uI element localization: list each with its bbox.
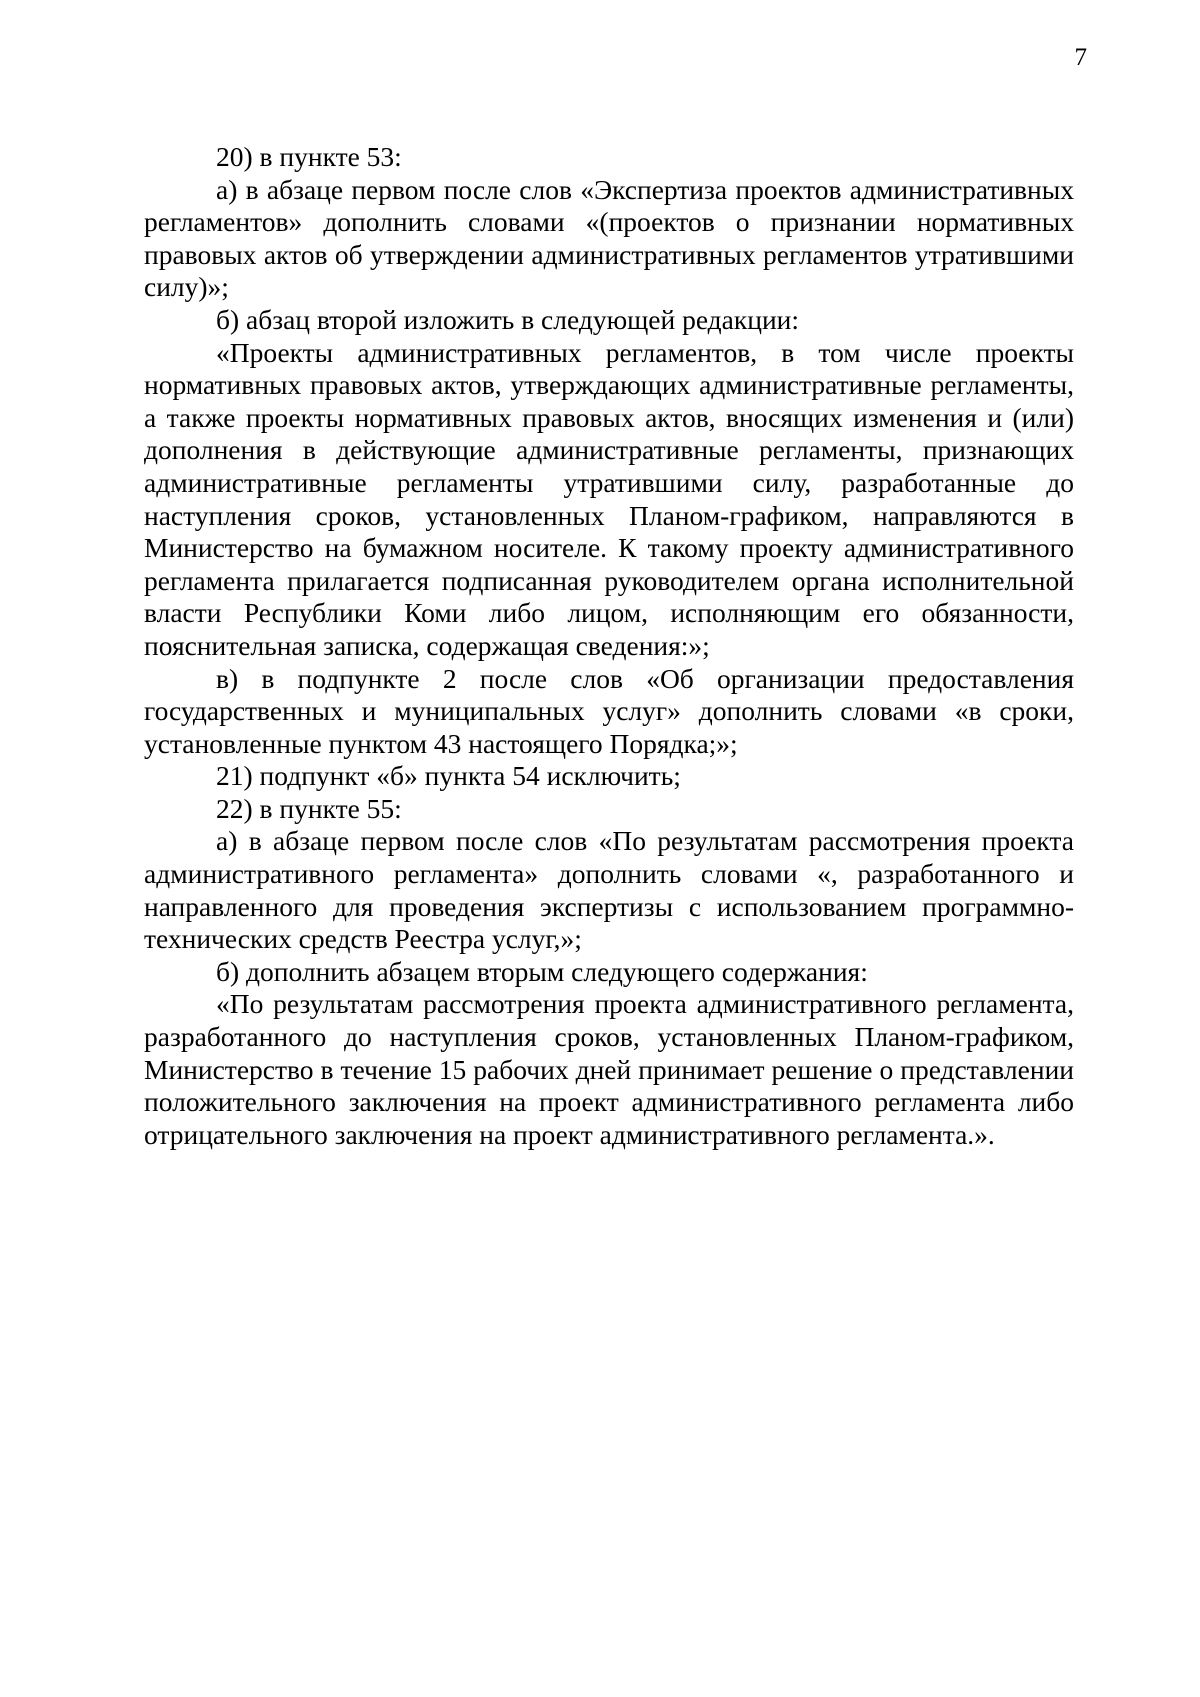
paragraph-item-22: 22) в пункте 55:: [216, 792, 402, 824]
paragraph-subitem-22b: б) дополнить абзацем вторым следующего содержания:: [216, 955, 868, 987]
paragraph-quoted-text-projects: «Проекты административных регламентов, в том числе проекты нормативных правовых актов, утверждающих административные регламенты, а также проекты нормативных правовых актов, вносящих изменения и (или) дополнения в действующие административные регламенты, признающих административные регламенты утратившими силу, разработанные до наступления сроков, установленных Планом-графиком, направляются в Министерство на бумажном носителе. К такому проекту административного регламента прилагается подписанная руководителем органа исполнительной власти Республики Коми либо лицом, исполняющим его обязанности, пояснительная записка, содержащая сведения:»;: [144, 336, 1074, 661]
paragraph-subitem-20a: а) в абзаце первом после слов «Экспертиза проектов административных регламентов» дополнить словами «(проектов о признании нормативных правовых актов об утверждении административных регламентов утратившими силу)»;: [144, 173, 1074, 303]
paragraph-quoted-text-results: «По результатам рассмотрения проекта административного регламента, разработанного до наступления сроков, установленных Планом-графиком, Министерство в течение 15 рабочих дней принимает решение о представлении положительного заключения на проект административного регламента либо отрицательного заключения на проект административного регламента.».: [144, 988, 1074, 1150]
page-number: 7: [1074, 44, 1087, 71]
document-body: [144, 141, 1074, 1151]
paragraph-subitem-20b: б) абзац второй изложить в следующей редакции:: [216, 303, 800, 335]
paragraph-item-21: 21) подпункт «б» пункта 54 исключить;: [216, 760, 681, 792]
paragraph-subitem-20c: в) в подпункте 2 после слов «Об организации предоставления государственных и муниципальных услуг» дополнить словами «в сроки, установленные пунктом 43 настоящего Порядка;»;: [144, 662, 1074, 759]
paragraph-subitem-22a: а) в абзаце первом после слов «По результатам рассмотрения проекта административного регламента» дополнить словами «, разработанного и направленного для проведения экспертизы с использованием программно-технических средств Реестра услуг,»;: [144, 825, 1074, 955]
paragraph-item-20: 20) в пункте 53:: [216, 141, 402, 172]
